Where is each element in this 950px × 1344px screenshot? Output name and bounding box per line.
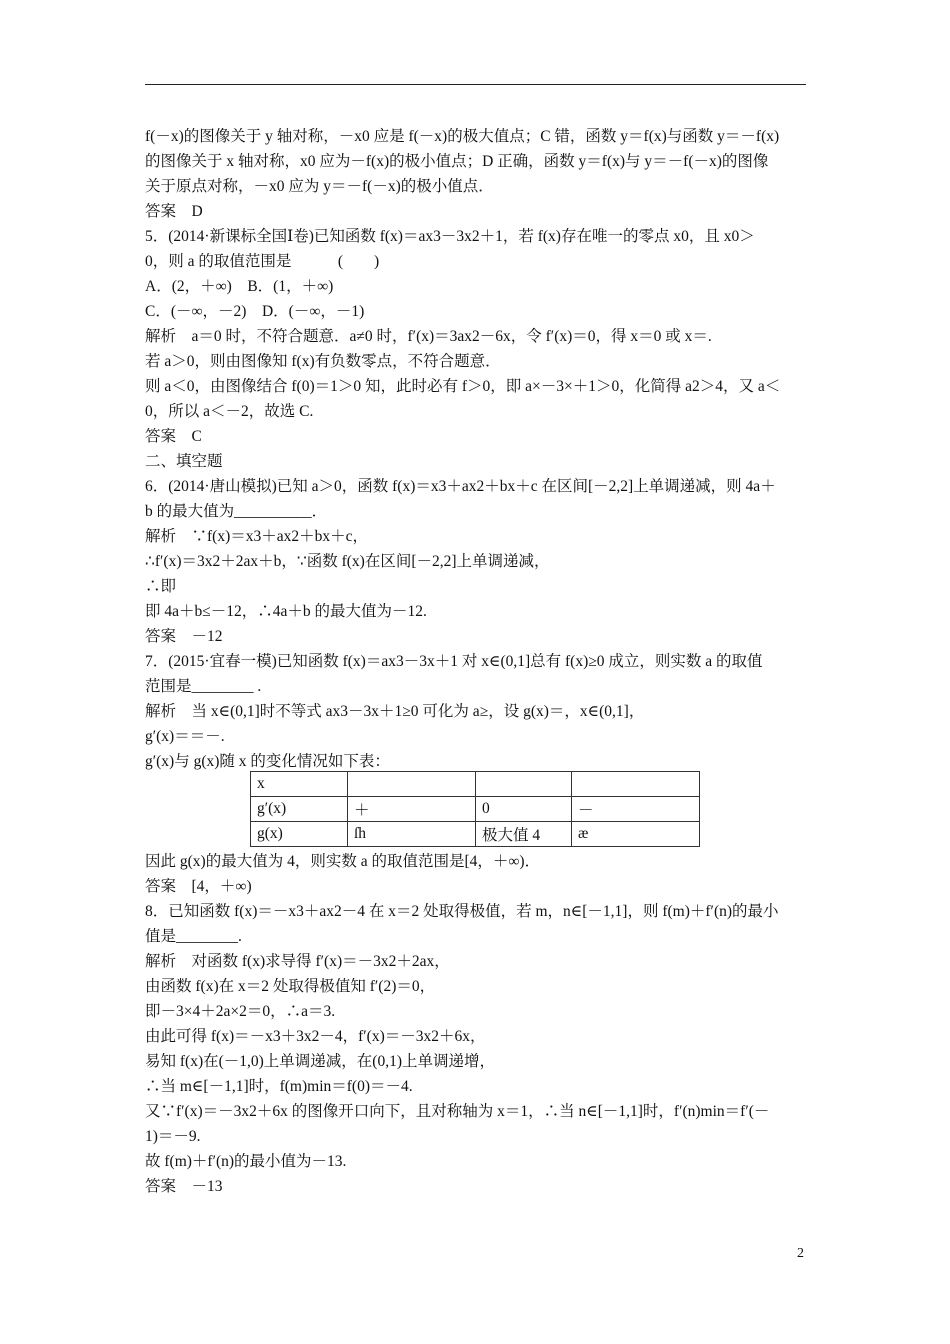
text-line: 又∵f′(x)＝－3x2＋6x 的图像开口向下，且对称轴为 x＝1，∴当 n∈[－1,1]时，f′(n)min＝f′(－ — [145, 1103, 770, 1120]
option-line: A．(2，＋∞) B．(1，＋∞) — [145, 278, 334, 295]
document-body-top — [145, 124, 811, 774]
question-7: 7．(2015·宜春一模)已知函数 f(x)＝ax3－3x＋1 对 x∈(0,1]总有 f(x)≥0 成立，则实数 a 的取值 — [145, 653, 763, 670]
text-line: ∴f′(x)＝3x2＋2ax＋b，∵函数 f(x)在区间[－2,2]上单调递减， — [145, 553, 550, 570]
answer-line: 答案 C — [145, 428, 202, 445]
question-5: 5．(2014·新课标全国Ⅰ卷)已知函数 f(x)＝ax3－3x2＋1，若 f(x)存在唯一的零点 x0，且 x0＞ — [145, 228, 755, 245]
table-cell — [572, 772, 700, 797]
table-cell: g(x) — [251, 822, 348, 847]
text-line: 若 a＞0，则由图像知 f(x)有负数零点，不符合题意． — [145, 353, 501, 370]
text-line: 故 f(m)＋f′(n)的最小值为－13. — [145, 1153, 347, 1170]
table-cell — [476, 772, 572, 797]
document-body-bottom — [145, 849, 811, 1199]
table-cell: 极大值 4 — [476, 822, 572, 847]
text-line: 关于原点对称，－x0 应为 y＝－f(－x)的极小值点． — [145, 178, 494, 195]
text-line: ∴即 — [145, 578, 177, 595]
solution-line: 解析 对函数 f(x)求导得 f′(x)＝－3x2＋2ax， — [145, 953, 450, 970]
table-cell: æ — [572, 822, 700, 847]
text-line: 即－3×4＋2a×2＝0，∴a＝3. — [145, 1003, 336, 1020]
text-line: g′(x)与 g(x)随 x 的变化情况如下表： — [145, 753, 390, 770]
table-cell: － — [572, 797, 700, 822]
text-line: 因此 g(x)的最大值为 4，则实数 a 的取值范围是[4，＋∞)． — [145, 853, 541, 870]
text-line: 的图像关于 x 轴对称，x0 应为－f(x)的极小值点；D 正确，函数 y＝f(x)与 y＝－f(－x)的图像 — [145, 153, 769, 170]
text-line: f(－x)的图像关于 y 轴对称，－x0 应是 f(－x)的极大值点；C 错，函数 y＝f(x)与函数 y＝－f(x) — [145, 128, 780, 145]
answer-line: 答案 D — [145, 203, 203, 220]
text-line: 范围是________ . — [145, 678, 262, 695]
table-row — [251, 797, 700, 822]
table-cell: ＋ — [348, 797, 476, 822]
header-rule — [145, 84, 806, 85]
question-8: 8．已知函数 f(x)＝－x3＋ax2－4 在 x＝2 处取得极值，若 m，n∈[－1,1]，则 f(m)＋f′(n)的最小 — [145, 903, 779, 920]
text-line: 1)＝－9. — [145, 1128, 201, 1145]
table-row — [251, 822, 700, 847]
solution-line: 解析 ∵f(x)＝x3＋ax2＋bx＋c， — [145, 528, 368, 545]
answer-line: 答案 －12 — [145, 628, 223, 645]
text-line: 易知 f(x)在(－1,0)上单调递减，在(0,1)上单调递增， — [145, 1053, 496, 1070]
text-line: 值是________. — [145, 928, 242, 945]
text-line: ∴当 m∈[－1,1]时，f(m)min＝f(0)＝－4. — [145, 1078, 413, 1095]
text-line: 则 a＜0，由图像结合 f(0)＝1＞0 知，此时必有 f＞0，即 a×－3×＋1＞0，化简得 a2＞4，又 a＜ — [145, 378, 781, 395]
text-line: 由此可得 f(x)＝－x3＋3x2－4，f′(x)＝－3x2＋6x， — [145, 1028, 486, 1045]
answer-line: 答案 [4，＋∞) — [145, 878, 252, 895]
text-line: 由函数 f(x)在 x＝2 处取得极值知 f′(2)＝0， — [145, 978, 436, 995]
table-cell: ſh — [348, 822, 476, 847]
table-cell: x — [251, 772, 348, 797]
section-heading: 二、填空题 — [145, 453, 223, 470]
text-line: b 的最大值为__________． — [145, 503, 328, 520]
question-6: 6．(2014·唐山模拟)已知 a＞0，函数 f(x)＝x3＋ax2＋bx＋c 在区间[－2,2]上单调递减，则 4a＋ — [145, 478, 776, 495]
page-number: 2 — [797, 1246, 804, 1261]
option-line: C．(－∞，－2) D．(－∞，－1) — [145, 303, 365, 320]
text-line: 0，所以 a＜－2，故选 C. — [145, 403, 314, 420]
text-line: 0，则 a 的取值范围是 ( ) — [145, 253, 380, 270]
table-row — [251, 772, 700, 797]
table-cell: 0 — [476, 797, 572, 822]
answer-line: 答案 －13 — [145, 1178, 223, 1195]
text-line: 即 4a＋b≤－12，∴4a＋b 的最大值为－12. — [145, 603, 427, 620]
text-line: g′(x)＝＝－. — [145, 728, 225, 745]
solution-line: 解析 当 x∈(0,1]时不等式 ax3－3x＋1≥0 可化为 a≥，设 g(x)＝，x∈(0,1]， — [145, 703, 645, 720]
solution-line: 解析 a＝0 时，不符合题意．a≠0 时，f′(x)＝3ax2－6x，令 f′(x)＝0，得 x＝0 或 x＝. — [145, 328, 712, 345]
table-cell: g′(x) — [251, 797, 348, 822]
variation-table — [250, 771, 700, 847]
table-cell — [348, 772, 476, 797]
